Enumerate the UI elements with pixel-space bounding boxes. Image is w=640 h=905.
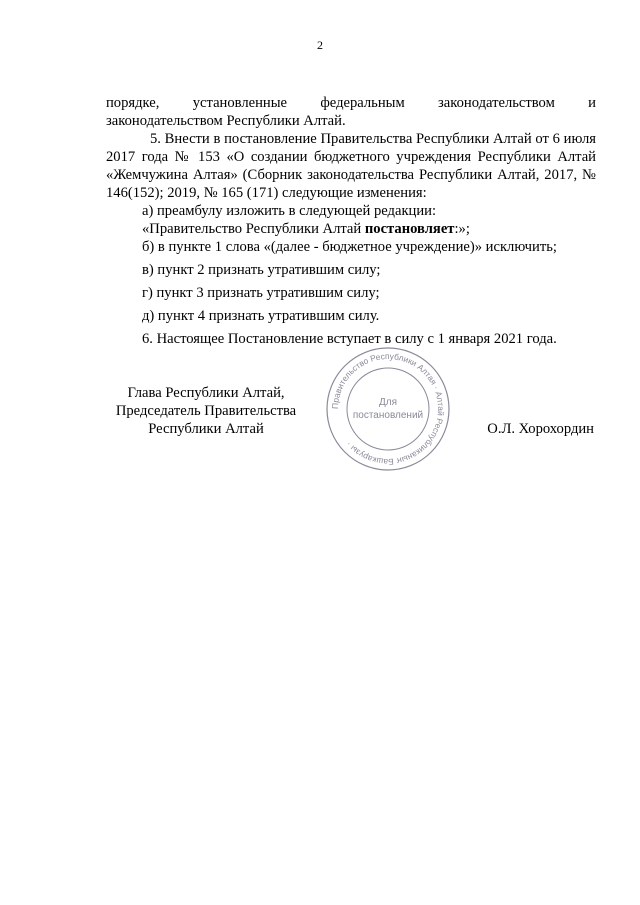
- quote-after: :»;: [454, 221, 470, 237]
- intro-line-1: [106, 94, 596, 112]
- change-a: а) преамбулу изложить в следующей редакции:: [142, 203, 437, 219]
- stamp-center-line-1: Для: [378, 397, 398, 408]
- change-g: г) пункт 3 признать утратившим силу;: [142, 285, 380, 301]
- quote-before: «Правительство Республики Алтай: [142, 221, 365, 237]
- intro-word: законодательством: [438, 95, 555, 111]
- intro-line-2: законодательством Республики Алтай.: [106, 113, 346, 129]
- quote-bold: постановляет: [364, 221, 455, 237]
- stamp-ring-text: Правительство Республики Алтая · Алтай Республиканыҥ Башкарузы ·: [329, 350, 447, 468]
- signature-title-line: Председатель Правительства: [115, 403, 297, 419]
- preamble-quote: [106, 220, 596, 238]
- change-d: д) пункт 4 признать утратившим силу.: [142, 308, 380, 324]
- change-v: в) пункт 2 признать утратившим силу;: [142, 262, 381, 278]
- intro-word: федеральным: [320, 95, 405, 111]
- item-6-paragraph: 6. Настоящее Постановление вступает в силу с 1 января 2021 года.: [142, 331, 557, 347]
- official-stamp: [325, 346, 451, 472]
- stamp-center-line-2: постановлений: [352, 410, 424, 421]
- intro-word: установленные: [192, 95, 288, 111]
- intro-word: порядке,: [106, 95, 160, 111]
- item-5-paragraph: 5. Внести в постановление Правительства Республики Алтай от 6 июля 2017 года № 153 «О создании бюджетного учреждения Республики Алтай «Жемчужина Алтая» (Сборник законодательства Республики Алтай, 2017, № 146(152); 2019, № 165 (171) следующие изменения:: [106, 131, 596, 201]
- signature-title-block: [106, 384, 306, 438]
- page-number: 2: [317, 38, 323, 52]
- document-body: [106, 94, 596, 348]
- change-b: б) в пункте 1 слова «(далее - бюджетное учреждение)» исключить;: [142, 239, 557, 255]
- intro-word: и: [588, 95, 596, 111]
- signatory-name: О.Л. Хорохордин: [487, 421, 594, 437]
- signature-title-line: Республики Алтай: [148, 421, 264, 437]
- stamp-inner-ring: [347, 368, 429, 450]
- signature-title-line: Глава Республики Алтай,: [127, 385, 285, 401]
- stamp-outer-ring: [327, 348, 449, 470]
